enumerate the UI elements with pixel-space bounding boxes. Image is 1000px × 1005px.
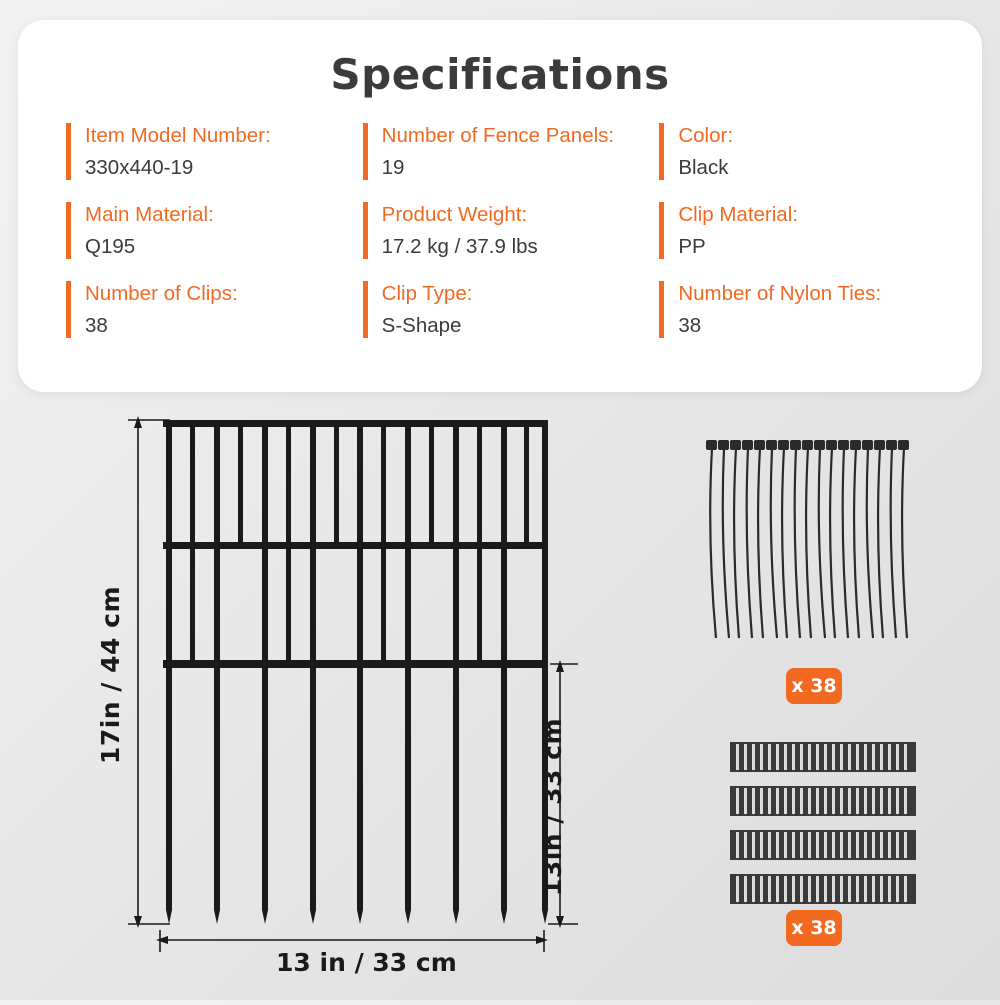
spec-value: 330x440-19 <box>85 156 194 179</box>
spec-label: Clip Type: <box>381 282 473 305</box>
spec-label: Number of Nylon Ties: <box>678 282 882 305</box>
spec-item-number-of-clips <box>66 281 355 338</box>
spec-value: 38 <box>85 314 108 337</box>
spec-item-main-material <box>66 202 355 259</box>
spec-label: Clip Material: <box>678 203 798 226</box>
spec-value: Q195 <box>85 235 136 258</box>
spec-item-clip-type <box>363 281 652 338</box>
specifications-card <box>18 20 982 392</box>
nylon-ties-illustration <box>706 440 909 638</box>
spec-label: Number of Fence Panels: <box>381 124 615 147</box>
badge-clips-count: x 38 <box>786 910 842 946</box>
spec-item-number-of-fence-panels <box>363 123 652 180</box>
spec-label: Color: <box>678 124 734 147</box>
dimension-label-height-total: 17in / 44 cm <box>96 586 125 765</box>
spec-value: 19 <box>381 156 405 179</box>
spec-value: PP <box>678 235 706 258</box>
spec-item-color <box>659 123 948 180</box>
dimension-lines <box>128 416 578 952</box>
page-title: Specifications <box>330 50 670 99</box>
fence-panel-drawing <box>163 420 548 924</box>
spec-item-item-model-number <box>66 123 355 180</box>
spec-label: Item Model Number: <box>85 124 271 147</box>
product-illustration <box>0 396 1000 1000</box>
s-clips-illustration <box>730 742 916 904</box>
spec-value: S-Shape <box>381 314 462 337</box>
spec-value: 38 <box>678 314 702 337</box>
dimension-label-spike-height: 13in / 33 cm <box>538 718 567 897</box>
spec-label: Main Material: <box>85 203 214 226</box>
illustration-svg <box>0 396 1000 1000</box>
spec-value: Black <box>678 156 729 179</box>
spec-item-clip-material <box>659 202 948 259</box>
badge-nylon-ties-count: x 38 <box>786 668 842 704</box>
spec-item-number-of-nylon-ties <box>659 281 948 338</box>
spec-item-product-weight <box>363 202 652 259</box>
spec-label: Number of Clips: <box>85 282 238 305</box>
spec-label: Product Weight: <box>381 203 528 226</box>
dimension-label-width: 13 in / 33 cm <box>276 948 457 977</box>
specifications-grid <box>52 123 948 338</box>
spec-value: 17.2 kg / 37.9 lbs <box>381 235 538 258</box>
